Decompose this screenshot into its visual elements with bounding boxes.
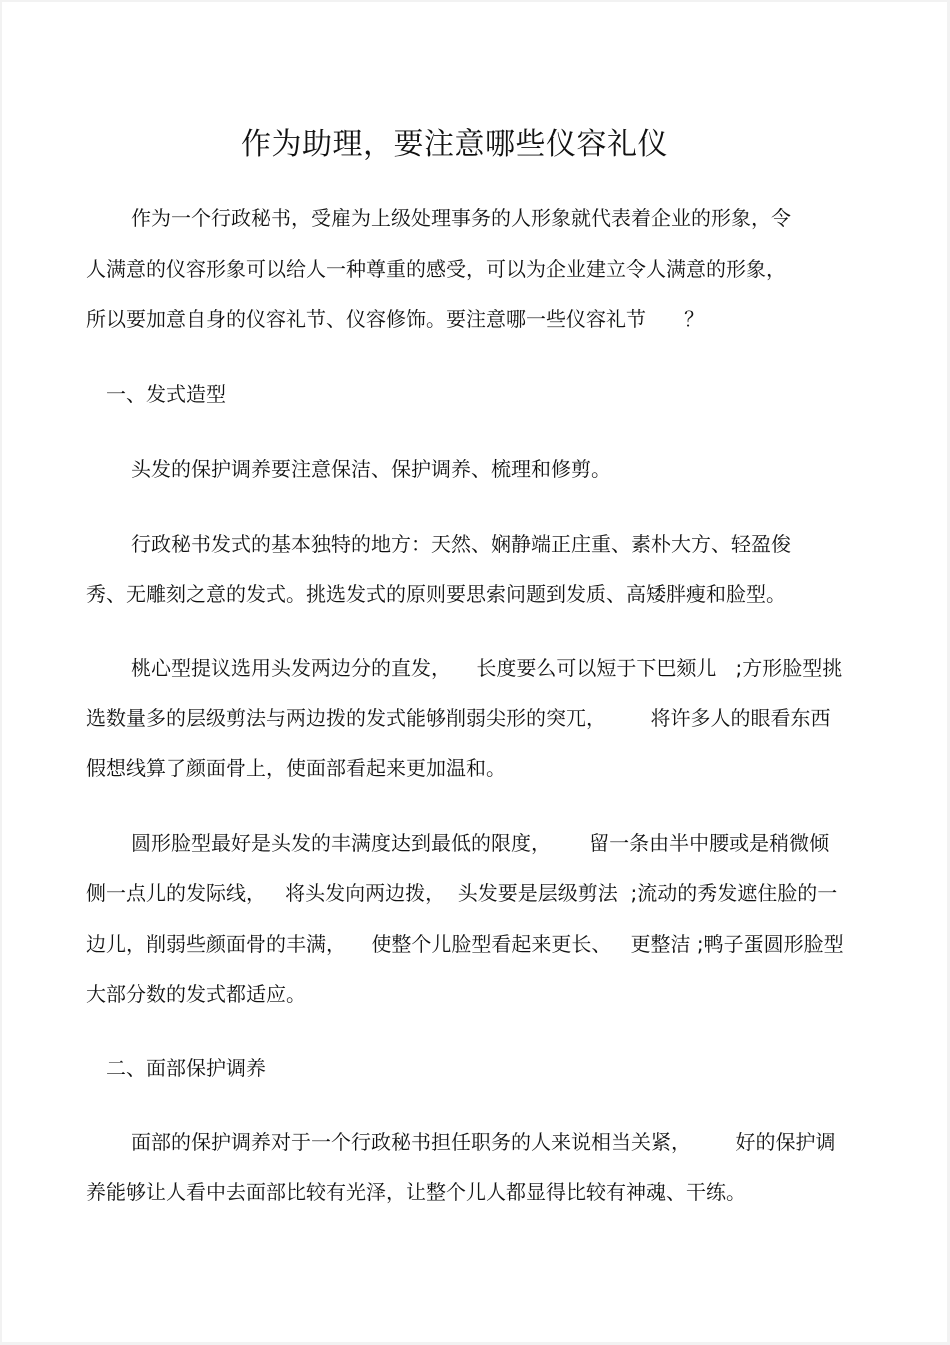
face-shape-line-1: 桃心型提议选用头发两边分的直发， 长度要么可以短于下巴颏儿 ;方形脸型挑 [131,656,843,680]
hair-care-line-1: 头发的保护调养要注意保洁、保护调养、梳理和修剪。 [131,457,611,481]
section-heading-facial-care: 二、面部保护调养 [106,1056,266,1080]
document-title: 作为助理，要注意哪些仪容礼仪 [241,127,668,162]
section-heading-hairstyle: 一、发式造型 [106,382,226,406]
hair-style-line-1: 行政秘书发式的基本独特的地方：天然、娴静端正庄重、素朴大方、轻盈俊 [131,532,791,556]
face-shape-line-3: 假想线算了颜面骨上，使面部看起来更加温和。 [86,756,506,780]
facial-care-line-2: 养能够让人看中去面部比较有光泽，让整个儿人都显得比较有神魂、干练。 [86,1180,746,1204]
intro-line-1: 作为一个行政秘书，受雇为上级处理事务的人形象就代表着企业的形象，令 [131,206,791,230]
document-page [2,2,947,1342]
round-face-line-2: 侧一点儿的发际线， 将头发向两边拨， 头发要是层级剪法 ;流动的秀发遮住脸的一 [86,881,838,905]
round-face-line-3: 边儿，削弱些颜面骨的丰满， 使整个儿脸型看起来更长、 更整洁 ;鸭子蛋圆形脸型 [86,932,844,956]
intro-line-2: 人满意的仪容形象可以给人一种尊重的感受，可以为企业建立令人满意的形象， [86,257,786,281]
face-shape-line-2: 选数量多的层级剪法与两边拨的发式能够削弱尖形的突兀， 将许多人的眼看东西 [86,706,831,730]
hair-style-line-2: 秀、无雕刻之意的发式。挑选发式的原则要思索问题到发质、高矮胖瘦和脸型。 [86,582,786,606]
round-face-line-1: 圆形脸型最好是头发的丰满度达到最低的限度， 留一条由半中腰或是稍微倾 [131,831,830,855]
round-face-line-4: 大部分数的发式都适应。 [86,982,306,1006]
intro-line-3: 所以要加意自身的仪容礼节、仪容修饰。要注意哪一些仪容礼节 ？ [86,307,705,331]
facial-care-line-1: 面部的保护调养对于一个行政秘书担任职务的人来说相当关紧， 好的保护调 [131,1130,836,1154]
